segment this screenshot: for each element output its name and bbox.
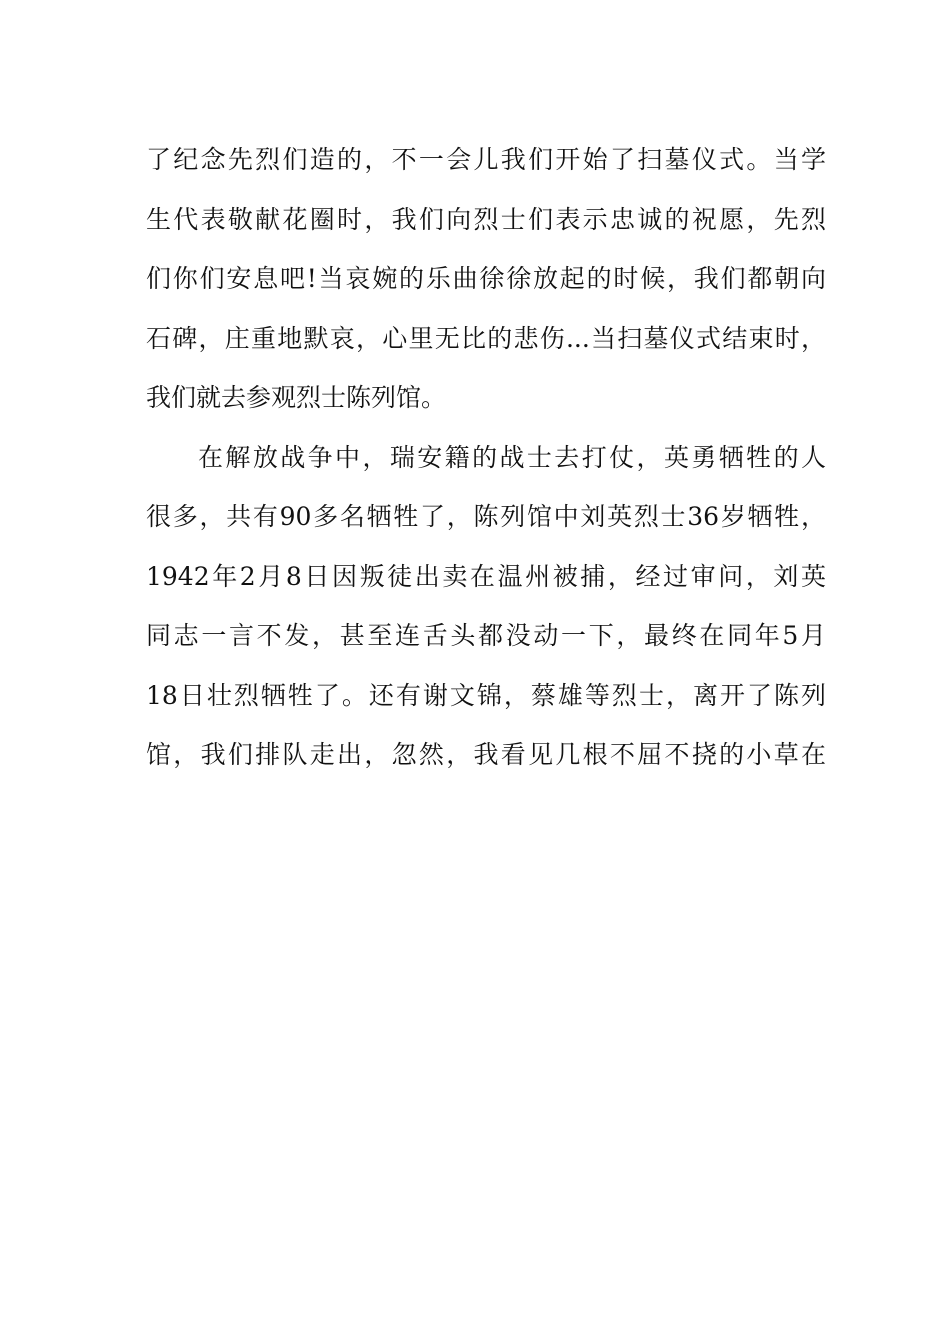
text-line-3: 们你们安息吧!当哀婉的乐曲徐徐放起的时候，我们都朝向 [146,264,826,293]
text-line-5: 我们就去参观烈士陈列馆。 [146,383,447,412]
text-line-9: 同志一言不发，甚至连舌头都没动一下，最终在同年5月 [146,621,826,650]
text-line-1: 了纪念先烈们造的，不一会儿我们开始了扫墓仪式。当学 [146,145,826,174]
text-line-6-paragraph-start: 在解放战争中，瑞安籍的战士去打仗，英勇牺牲的人 [198,442,826,472]
text-line-2: 生代表敬献花圈时，我们向烈士们表示忠诚的祝愿，先烈 [146,204,826,234]
text-line-8: 1942年2月8日因叛徒出卖在温州被捕，经过审问，刘英 [146,561,826,591]
text-line-7: 很多，共有90多名牺牲了，陈列馆中刘英烈士36岁牺牲， [146,502,826,531]
text-line-4: 石碑，庄重地默哀，心里无比的悲伤...当扫墓仪式结束时， [146,323,826,353]
body-text [146,130,826,785]
text-line-10: 18日壮烈牺牲了。还有谢文锦，蔡雄等烈士，离开了陈列 [146,680,826,710]
text-line-11: 馆，我们排队走出，忽然，我看见几根不屈不挠的小草在 [146,740,826,769]
